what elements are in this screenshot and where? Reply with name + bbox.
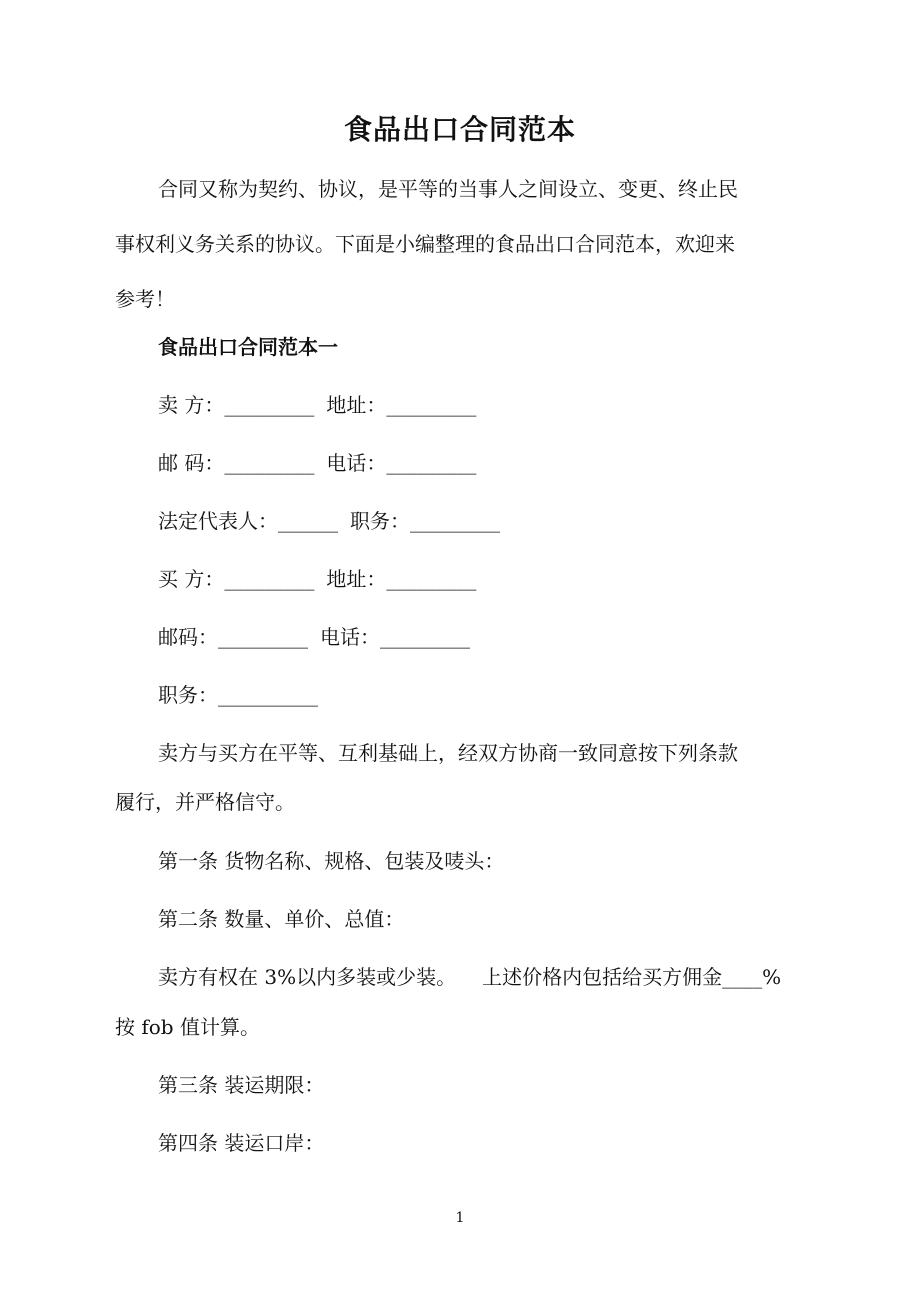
agreement-line-2: 履行，并严格信守。	[115, 790, 295, 814]
agreement-line-1: 卖方与买方在平等、互利基础上，经双方协商一致同意按下列条款	[158, 741, 738, 765]
seller-zip-row	[158, 448, 476, 478]
buyer-position-row	[158, 680, 318, 710]
buyer-row	[158, 564, 476, 594]
buyer-blank: _________	[224, 567, 315, 591]
buyer-address-blank: _________	[386, 567, 477, 591]
buyer-label: 买 方：	[158, 567, 225, 591]
legal-rep-position-label: 职务：	[350, 509, 410, 533]
tolerance-text: 卖方有权在 3%以内多装或少装。	[158, 965, 457, 989]
buyer-address-label: 地址：	[326, 567, 387, 591]
intro-line-1: 合同又称为契约、协议，是平等的当事人之间设立、变更、终止民	[158, 177, 738, 201]
commission-text: 上述价格内包括给买方佣金____%	[482, 965, 782, 989]
legal-rep-position-blank: _________	[410, 509, 500, 533]
document-title: 食品出口合同范本	[343, 113, 576, 146]
buyer-phone-label: 电话：	[320, 625, 380, 649]
clause-2: 第二条 数量、单价、总值：	[158, 907, 405, 931]
section-heading: 食品出口合同范本一	[158, 335, 338, 359]
legal-rep-blank: ______	[278, 509, 338, 533]
seller-zip-blank: _________	[224, 451, 315, 475]
buyer-position-label: 职务：	[158, 683, 218, 707]
seller-address-label: 地址：	[326, 393, 387, 417]
clause-1: 第一条 货物名称、规格、包装及唛头：	[158, 849, 505, 873]
seller-address-blank: _________	[386, 393, 477, 417]
intro-line-2: 事权利义务关系的协议。下面是小编整理的食品出口合同范本，欢迎来	[115, 232, 735, 256]
legal-rep-label: 法定代表人：	[158, 509, 278, 533]
buyer-phone-blank: _________	[380, 625, 470, 649]
clause-4: 第四条 装运口岸：	[158, 1131, 325, 1155]
intro-line-3: 参考！	[115, 287, 175, 311]
buyer-position-blank: __________	[218, 683, 318, 707]
seller-label: 卖 方：	[158, 393, 225, 417]
clause-3: 第三条 装运期限：	[158, 1073, 325, 1097]
seller-phone-blank: _________	[386, 451, 477, 475]
seller-blank: _________	[224, 393, 315, 417]
seller-row	[158, 390, 476, 420]
seller-phone-label: 电话：	[326, 451, 387, 475]
buyer-zip-label: 邮码：	[158, 625, 218, 649]
buyer-zip-row	[158, 622, 470, 652]
legal-rep-row	[158, 506, 500, 536]
seller-zip-label: 邮 码：	[158, 451, 225, 475]
quantity-terms-line	[158, 962, 781, 992]
buyer-zip-blank: _________	[218, 625, 308, 649]
page-number: 1	[455, 1210, 465, 1226]
fob-text: 按 fob 值计算。	[115, 1015, 260, 1039]
